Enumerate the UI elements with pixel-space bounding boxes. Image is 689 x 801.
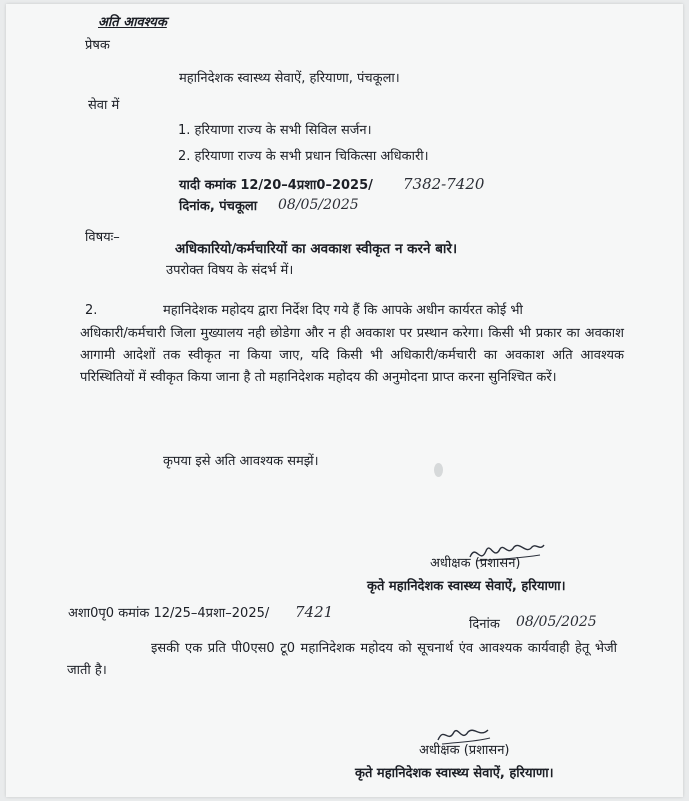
endorsement-text: इसकी एक प्रति पी0एस0 टू0 महानिदेशक महोदय को सूचनार्थ एंव आवश्यक कार्यवाही हेतू भेजी जाती है। bbox=[67, 641, 617, 678]
subject-label: विषयः– bbox=[85, 230, 120, 245]
endorsement-reference-handwritten: 7421 bbox=[295, 603, 334, 621]
subject-reference: उपरोक्त विषय के संदर्भ में। bbox=[166, 263, 294, 278]
endorsement-reference: अशा0पृ0 कमांक 12/25–4प्रशा–2025/ bbox=[68, 606, 270, 621]
closing-line: कृपया इसे अति आवश्यक समझें। bbox=[163, 454, 319, 469]
reference-number: यादी कमांक 12/20–4प्रशा0–2025/ bbox=[179, 178, 373, 193]
date-handwritten: 08/05/2025 bbox=[278, 197, 359, 213]
endorsement-date-handwritten: 08/05/2025 bbox=[516, 614, 597, 630]
signature-1-designation: अधीक्षक (प्रशासन) bbox=[430, 556, 521, 571]
letter-page bbox=[6, 4, 683, 797]
paragraph-first-line: महानिदेशक महोदय द्वारा निर्देश दिए गये हैं कि आपके अधीन कार्यरत कोई भी bbox=[163, 303, 523, 318]
paragraph-number: 2. bbox=[85, 303, 98, 318]
recipient-2: 2. हरियाणा राज्य के सभी प्रधान चिकित्सा अधिकारी। bbox=[178, 149, 429, 164]
paragraph-body: अधिकारी/कर्मचारी जिला मुख्यालय नही छोडेगा और न ही अवकाश पर प्रस्थान करेगा। किसी भी प्रकार का अवकाश आगामी आदेशों तक स्वीकृत ना किया जाए, यदि किसी भी अधिकारी/कर्मचारी का अवकाश अति आवश्यक परिस्थितियों में स्वीकृत किया जाना है तो महानिदेशक महोदय की अनुमोदना प्राप्त करना सुनिश्चित करें। bbox=[80, 326, 624, 385]
subject-text: अधिकारियो/कर्मचारियों का अवकाश स्वीकृत न करने बारे। bbox=[175, 241, 458, 257]
urgent-label: अति आवश्यक bbox=[98, 15, 167, 30]
reference-handwritten: 7382-7420 bbox=[403, 175, 485, 193]
recipients-label: सेवा में bbox=[88, 98, 120, 113]
sender-label: प्रेषक bbox=[85, 38, 110, 53]
signature-1-office: कृते महानिदेशक स्वास्थ्य सेवाऐं, हरियाणा। bbox=[367, 579, 566, 594]
date-label: दिनांक, पंचकूला bbox=[179, 199, 258, 214]
stain-mark bbox=[434, 463, 443, 477]
sender-name: महानिदेशक स्वास्थ्य सेवाऐं, हरियाणा, पंचकूला। bbox=[179, 71, 400, 86]
recipient-1: 1. हरियाणा राज्य के सभी सिविल सर्जन। bbox=[178, 123, 372, 138]
signature-2-office: कृते महानिदेशक स्वास्थ्य सेवाऐं, हरियाणा। bbox=[355, 766, 554, 781]
endorsement-date-label: दिनांक bbox=[469, 617, 500, 632]
signature-2-designation: अधीक्षक (प्रशासन) bbox=[419, 743, 510, 758]
